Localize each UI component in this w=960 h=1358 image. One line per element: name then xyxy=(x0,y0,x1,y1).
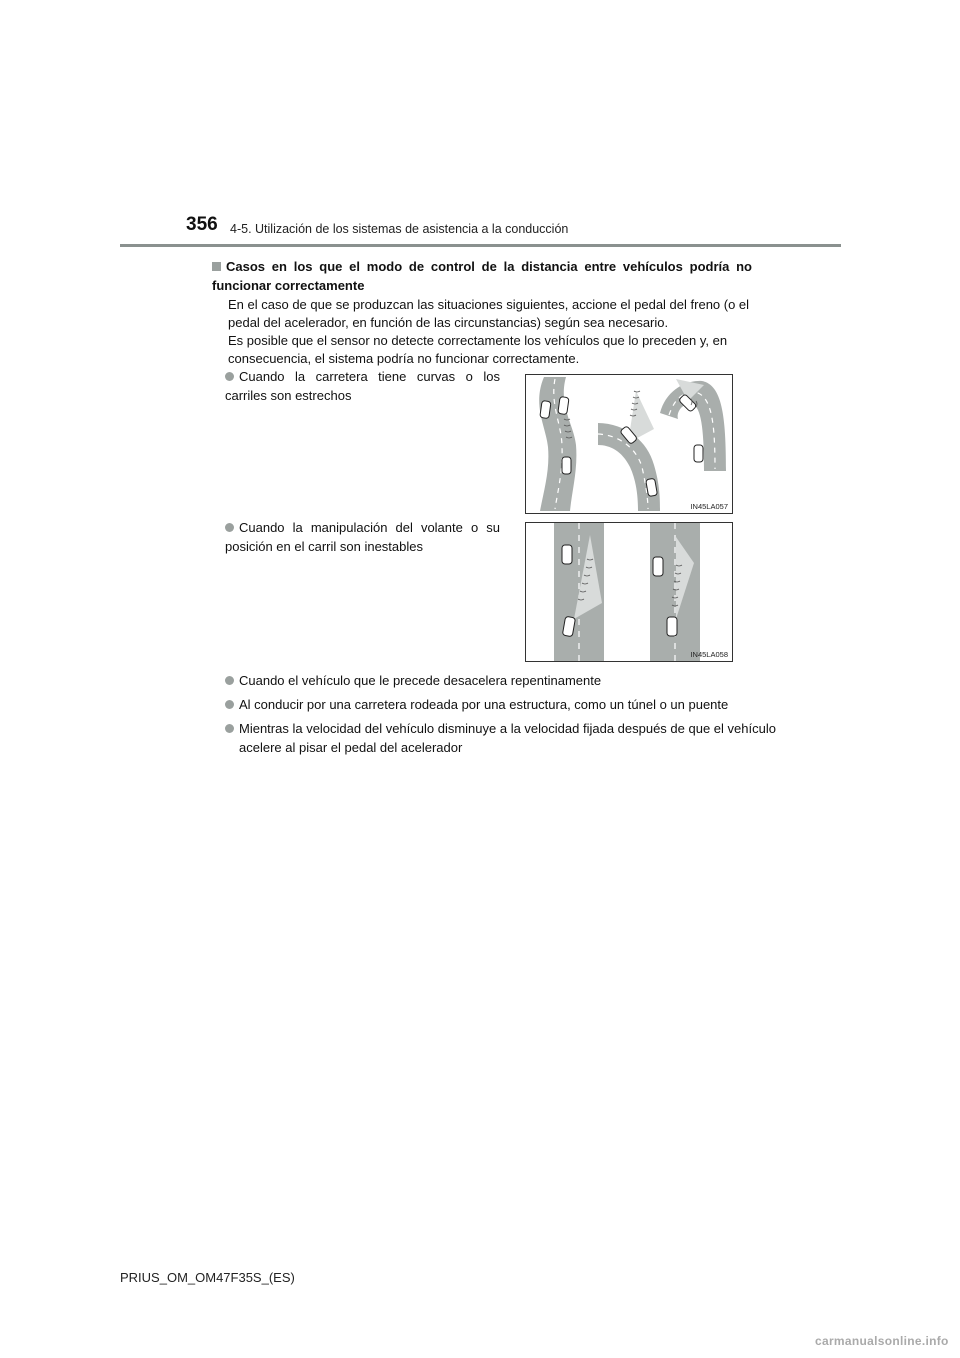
circle-bullet-icon xyxy=(225,523,234,532)
curved-roads-illustration xyxy=(526,375,732,513)
section-heading-text: Casos en los que el modo de control de la distancia entre vehículos podría no funcionar correctamente xyxy=(212,259,752,293)
page-number: 356 xyxy=(186,214,218,235)
bullet-text: Cuando el vehículo que le precede desacelera repentinamente xyxy=(239,673,602,688)
bullet-item-curves xyxy=(225,367,500,405)
bullet-item-tunnel xyxy=(225,695,765,714)
watermark: carmanualsonline.info xyxy=(815,1334,949,1348)
section-heading xyxy=(212,257,752,295)
figure-unstable-steering xyxy=(525,522,733,662)
figure-code: IN45LA057 xyxy=(690,502,728,511)
bullet-text: Cuando la manipulación del volante o su posición en el carril son inestables xyxy=(225,520,500,554)
circle-bullet-icon xyxy=(225,372,234,381)
bullet-item-steering xyxy=(225,518,500,556)
circle-bullet-icon xyxy=(225,676,234,685)
figure-curved-roads xyxy=(525,374,733,514)
bullet-text: Cuando la carretera tiene curvas o los carriles son estrechos xyxy=(225,369,500,403)
bullet-text: Al conducir por una carretera rodeada por una estructura, como un túnel o un puente xyxy=(239,697,729,712)
bullet-item-deceleration xyxy=(225,671,765,690)
circle-bullet-icon xyxy=(225,700,234,709)
circle-bullet-icon xyxy=(225,724,234,733)
intro-text-1: En el caso de que se produzcan las situaciones siguientes, accione el pedal del freno (o el pedal del acelerador, en función de las circunstancias) según sea necesario. xyxy=(228,297,750,330)
section-header-title: 4-5. Utilización de los sistemas de asistencia a la conducción xyxy=(230,222,569,236)
intro-paragraph xyxy=(228,296,768,368)
square-bullet-icon xyxy=(212,262,221,271)
unstable-steering-illustration xyxy=(526,523,732,661)
document-code: PRIUS_OM_OM47F35S_(ES) xyxy=(120,1270,295,1285)
header-divider xyxy=(120,244,841,247)
bullet-text: Mientras la velocidad del vehículo disminuye a la velocidad fijada después de que el vehículo acelere al pisar el pedal del acelerador xyxy=(239,721,776,755)
intro-text-2: Es posible que el sensor no detecte correctamente los vehículos que lo preceden y, en consecuencia, el sistema podría no funcionar correctamente. xyxy=(228,333,728,366)
bullet-item-speed xyxy=(225,719,779,757)
figure-code: IN45LA058 xyxy=(690,650,728,659)
